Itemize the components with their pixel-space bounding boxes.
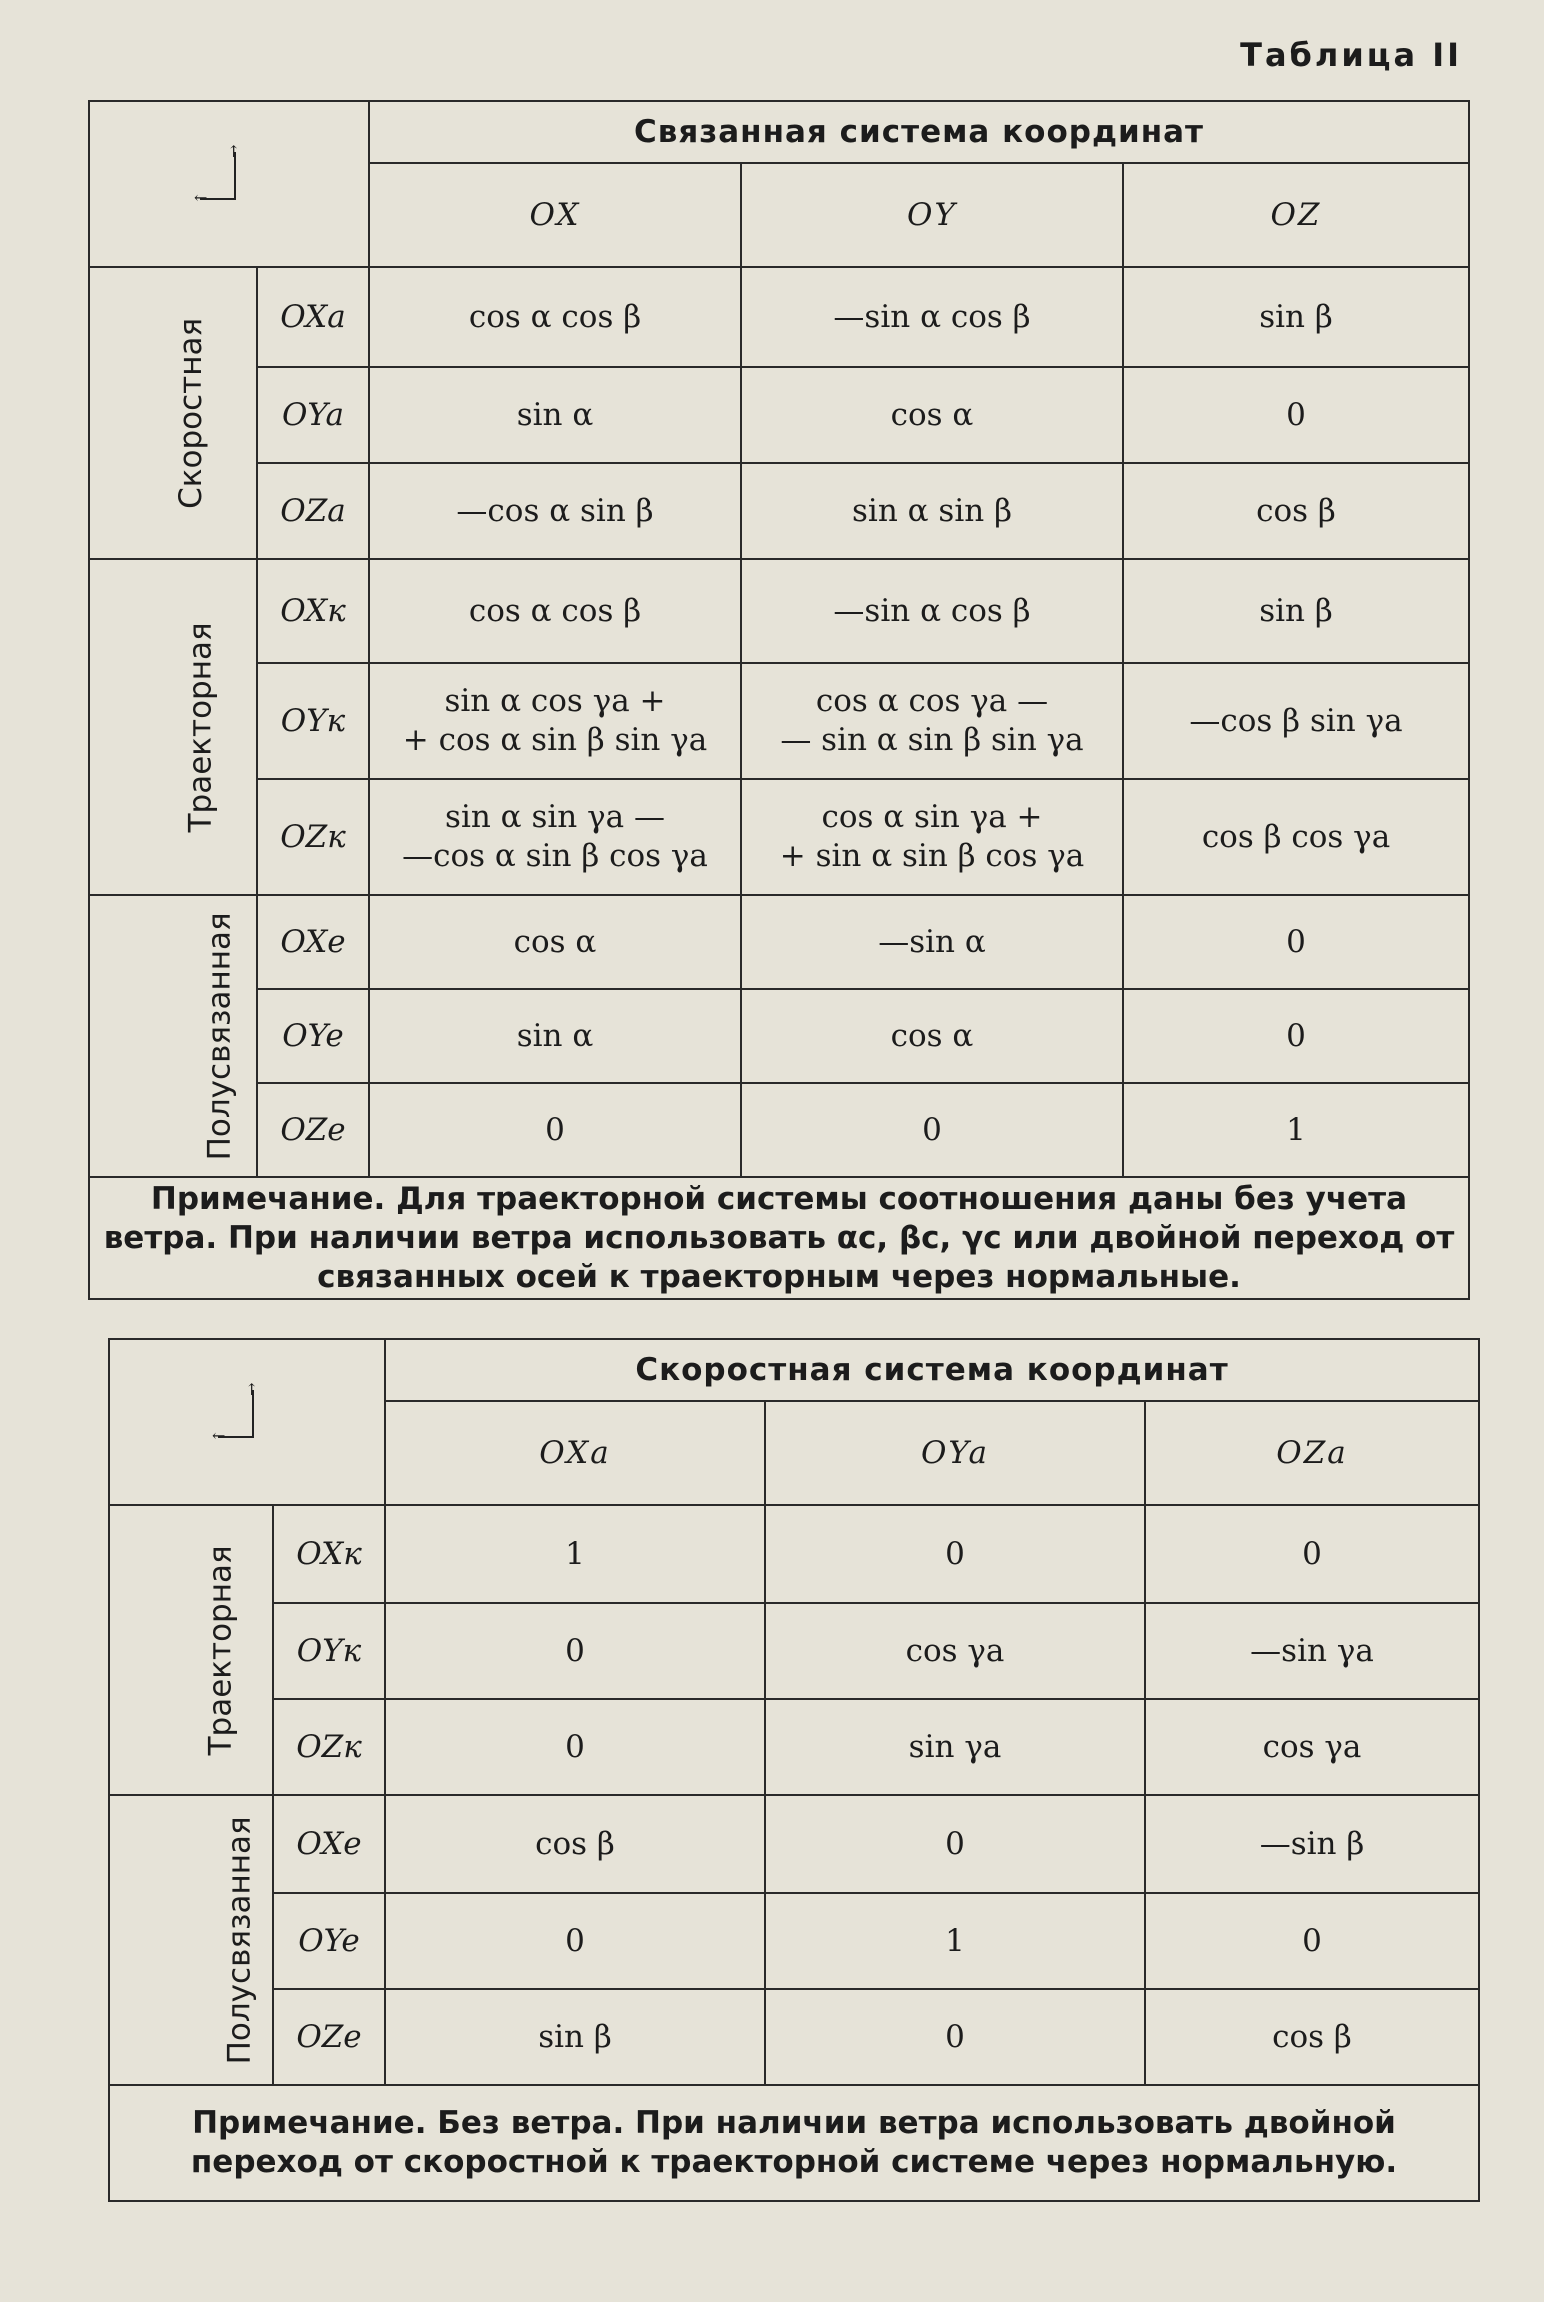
table-cell: sin β xyxy=(385,1989,765,2085)
table-cell: cos β xyxy=(1123,463,1469,559)
table-cell: —sin α cos β xyxy=(741,267,1123,367)
row-label: OXк xyxy=(257,559,369,663)
table-cell: sin α xyxy=(369,367,741,463)
table-cell: 0 xyxy=(765,1989,1145,2085)
axes-arrows-icon: ↑ ← xyxy=(212,1380,259,1446)
table-cell: —cos α sin β xyxy=(369,463,741,559)
row-group-label: Траекторная xyxy=(89,559,257,895)
table-cell: cos α cos β xyxy=(369,267,741,367)
table-cell: 1 xyxy=(1123,1083,1469,1177)
axes-corner xyxy=(89,101,369,267)
table-cell: cos β xyxy=(1145,1989,1479,2085)
page-title: Таблица II xyxy=(1240,36,1462,74)
column-header: OYa xyxy=(765,1401,1145,1505)
column-header: OXa xyxy=(385,1401,765,1505)
table-cell: 0 xyxy=(1145,1505,1479,1603)
column-header: OZa xyxy=(1145,1401,1479,1505)
axes-corner xyxy=(109,1339,385,1505)
table-note: Примечание. Без ветра. При наличии ветра использовать двойной переход от скоростной к траекторной системе через нормальную. xyxy=(109,2085,1479,2201)
table-cell: cos α sin γa + + sin α sin β cos γa xyxy=(741,779,1123,895)
table-cell: 0 xyxy=(1123,367,1469,463)
table-cell: sin γa xyxy=(765,1699,1145,1795)
row-label: OZe xyxy=(273,1989,385,2085)
axes-arrows-icon: ↑ ← xyxy=(194,142,241,208)
table-cell: sin α sin γa — —cos α sin β cos γa xyxy=(369,779,741,895)
column-header: OX xyxy=(369,163,741,267)
table-cell: cos β xyxy=(385,1795,765,1893)
coordinate-table-body-axes xyxy=(88,100,1470,1300)
row-label: OZe xyxy=(257,1083,369,1177)
table-cell: cos α cos γa — — sin α sin β sin γa xyxy=(741,663,1123,779)
row-label: OYк xyxy=(273,1603,385,1699)
row-label: OZк xyxy=(257,779,369,895)
row-label: OYк xyxy=(257,663,369,779)
row-label: OXк xyxy=(273,1505,385,1603)
table-cell: cos α xyxy=(741,367,1123,463)
table-cell: 0 xyxy=(1145,1893,1479,1989)
table-cell: 1 xyxy=(765,1893,1145,1989)
table-cell: 0 xyxy=(385,1603,765,1699)
table-cell: 0 xyxy=(1123,895,1469,989)
table-header: Связанная система координат xyxy=(369,101,1469,163)
column-header: OZ xyxy=(1123,163,1469,267)
table-header: Скоростная система координат xyxy=(385,1339,1479,1401)
row-label: OYe xyxy=(273,1893,385,1989)
row-group-label: Траекторная xyxy=(109,1505,273,1795)
row-label: OXe xyxy=(273,1795,385,1893)
table-cell: 0 xyxy=(369,1083,741,1177)
table-cell: sin β xyxy=(1123,559,1469,663)
table-cell: —sin β xyxy=(1145,1795,1479,1893)
table-cell: sin β xyxy=(1123,267,1469,367)
table-cell: 1 xyxy=(385,1505,765,1603)
table-cell: sin α sin β xyxy=(741,463,1123,559)
row-label: OYe xyxy=(257,989,369,1083)
table-cell: cos γa xyxy=(1145,1699,1479,1795)
row-label: OXe xyxy=(257,895,369,989)
column-header: OY xyxy=(741,163,1123,267)
table-cell: sin α xyxy=(369,989,741,1083)
table-cell: —sin γa xyxy=(1145,1603,1479,1699)
table-cell: 0 xyxy=(741,1083,1123,1177)
table-cell: cos α xyxy=(741,989,1123,1083)
coordinate-table-wind-axes xyxy=(108,1338,1480,2202)
table-cell: 0 xyxy=(385,1699,765,1795)
table-cell: —sin α xyxy=(741,895,1123,989)
table-cell: sin α cos γa + + cos α sin β sin γa xyxy=(369,663,741,779)
table-cell: —sin α cos β xyxy=(741,559,1123,663)
row-label: OXa xyxy=(257,267,369,367)
table-cell: cos α cos β xyxy=(369,559,741,663)
row-group-label: Полусвязанная xyxy=(89,895,257,1177)
table-cell: 0 xyxy=(765,1505,1145,1603)
table-cell: cos α xyxy=(369,895,741,989)
row-label: OYa xyxy=(257,367,369,463)
row-label: OZк xyxy=(273,1699,385,1795)
table-cell: —cos β sin γa xyxy=(1123,663,1469,779)
table-cell: 0 xyxy=(1123,989,1469,1083)
table-cell: 0 xyxy=(385,1893,765,1989)
row-label: OZa xyxy=(257,463,369,559)
row-group-label: Полусвязанная xyxy=(109,1795,273,2085)
row-group-label: Скоростная xyxy=(89,267,257,559)
table-cell: cos γa xyxy=(765,1603,1145,1699)
table-cell: cos β cos γa xyxy=(1123,779,1469,895)
table-cell: 0 xyxy=(765,1795,1145,1893)
table-note: Примечание. Для траекторной системы соотношения даны без учета ветра. При наличии ветра использовать αс, βс, γс или двойной переход от связанных осей к траекторным через нормальные. xyxy=(89,1177,1469,1299)
